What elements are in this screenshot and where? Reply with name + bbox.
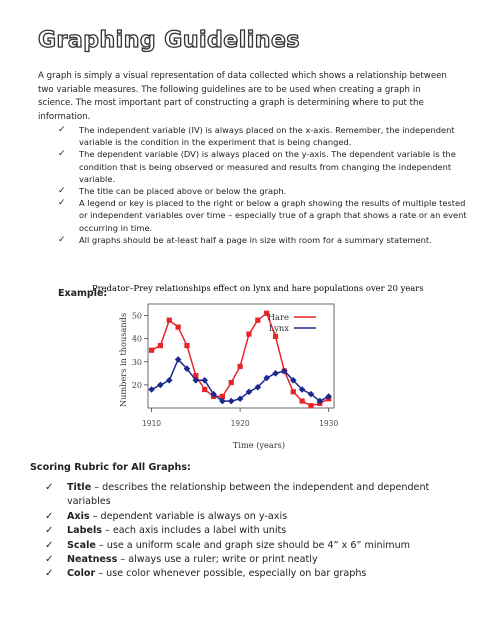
x-axis-label: Time (years) xyxy=(232,440,286,450)
guideline-text: The independent variable (IV) is always placed on the x-axis. Remember, the independent variable is the condition in the experiment that is being changed. xyxy=(79,125,455,148)
rubric-list xyxy=(45,481,475,582)
checkmark-icon: ✓ xyxy=(45,554,54,566)
predator-prey-chart xyxy=(92,283,424,456)
data-point-hare xyxy=(238,364,243,369)
page-title: Graphing Guidelines xyxy=(38,28,300,53)
rubric-term: Labels xyxy=(67,525,102,537)
legend-label: Lynx xyxy=(268,323,289,333)
checkmark-icon: ✓ xyxy=(58,198,66,209)
rubric-item xyxy=(45,510,475,524)
legend-label: Hare xyxy=(267,312,289,322)
checkmark-icon: ✓ xyxy=(45,539,54,551)
data-point-lynx xyxy=(228,398,235,405)
guideline-item xyxy=(58,124,468,148)
rubric-desc: – use a uniform scale and graph size should be 4” x 6” minimum xyxy=(95,539,411,551)
data-point-hare xyxy=(158,343,163,348)
x-tick-label: 1910 xyxy=(141,419,162,428)
data-point-lynx xyxy=(148,386,155,393)
y-axis-label: Numbers in thousands xyxy=(118,312,128,408)
guideline-item xyxy=(58,148,468,185)
checkmark-icon: ✓ xyxy=(45,568,54,580)
guideline-item xyxy=(58,234,468,246)
checkmark-icon: ✓ xyxy=(58,149,66,160)
x-tick-label: 1930 xyxy=(319,419,339,428)
checkmark-icon: ✓ xyxy=(58,186,66,197)
x-tick-label: 1920 xyxy=(230,419,250,428)
data-point-hare xyxy=(308,403,313,408)
guideline-text: All graphs should be at-least half a page in size with room for a summary statement. xyxy=(79,234,432,245)
guideline-text: The dependent variable (DV) is always placed on the y-axis. The dependent variable is the condition that is being observed or measured and results from changing the independent variable. xyxy=(79,149,456,184)
y-tick-label: 20 xyxy=(131,380,142,390)
rubric-desc: – use color whenever possible, especially on bar graphs xyxy=(95,568,367,580)
rubric-desc: – describes the relationship between the independent and dependent variables xyxy=(67,482,430,508)
y-tick-label: 40 xyxy=(131,334,142,344)
y-tick-label: 30 xyxy=(131,357,142,367)
data-point-hare xyxy=(273,334,278,339)
checkmark-icon: ✓ xyxy=(45,510,54,522)
guidelines-list xyxy=(58,124,468,246)
data-point-hare xyxy=(300,398,305,403)
data-point-hare xyxy=(184,343,189,348)
rubric-term: Axis xyxy=(67,510,90,522)
rubric-item xyxy=(45,524,475,538)
data-point-hare xyxy=(229,380,234,385)
data-point-hare xyxy=(246,331,251,336)
rubric-item xyxy=(45,553,475,567)
rubric-item xyxy=(45,481,475,510)
rubric-term: Scale xyxy=(67,539,96,551)
data-point-hare xyxy=(291,389,296,394)
checkmark-icon: ✓ xyxy=(45,525,54,537)
data-point-hare xyxy=(255,318,260,323)
guideline-text: The title can be placed above or below the graph. xyxy=(79,186,287,197)
rubric-term: Color xyxy=(67,568,96,580)
data-point-hare xyxy=(149,348,154,353)
y-tick-label: 50 xyxy=(131,311,142,321)
data-point-lynx xyxy=(166,377,173,384)
rubric-item xyxy=(45,539,475,553)
chart-title: Predator–Prey relationships effect on lynx and hare populations over 20 years xyxy=(92,283,424,293)
data-point-hare xyxy=(202,387,207,392)
checkmark-icon: ✓ xyxy=(58,125,66,135)
guideline-item xyxy=(58,197,468,234)
rubric-heading: Scoring Rubric for All Graphs: xyxy=(30,462,191,473)
rubric-desc: – always use a ruler; write or print neatly xyxy=(117,554,318,566)
guideline-item xyxy=(58,185,468,197)
checkmark-icon: ✓ xyxy=(45,482,54,493)
rubric-desc: – each axis includes a label with units xyxy=(101,525,287,537)
checkmark-icon: ✓ xyxy=(58,234,66,245)
rubric-term: Neatness xyxy=(67,554,118,566)
data-point-hare xyxy=(176,325,181,330)
guideline-text: A legend or key is placed to the right or below a graph showing the results of multiple tested or independent variables over time – especially true of a graph that shows a rate or an event occurring in time. xyxy=(79,198,467,233)
example-label: Example: xyxy=(58,288,108,299)
rubric-term: Title xyxy=(67,482,92,493)
data-point-lynx xyxy=(272,370,279,377)
rubric-desc: – dependent variable is always on y-axis xyxy=(89,510,288,522)
intro-paragraph: A graph is simply a visual representation of data collected which shows a relationship between two variable measures. The following guidelines are to be used when creating a graph in science. The most important part of constructing a graph is determining where to put the information. xyxy=(38,71,447,122)
data-point-lynx xyxy=(157,382,164,389)
data-point-hare xyxy=(167,318,172,323)
rubric-item xyxy=(45,567,475,581)
